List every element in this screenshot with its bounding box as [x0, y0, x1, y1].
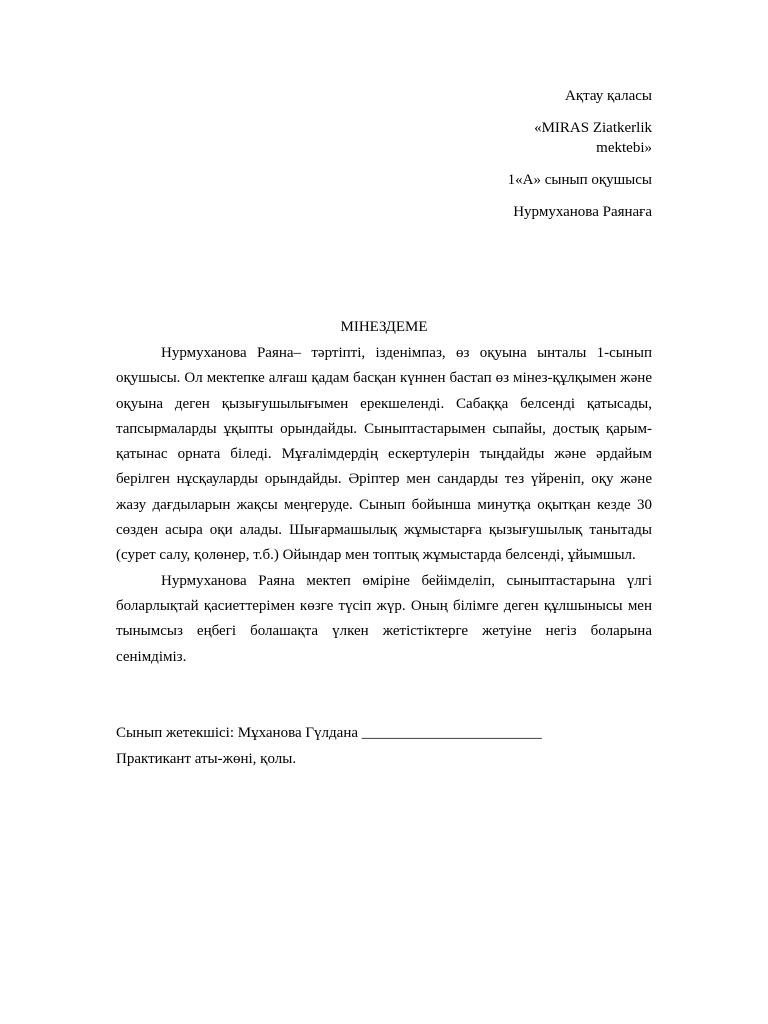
recipient-city: Ақтау қаласы — [565, 88, 652, 104]
body-paragraph: Нурмуханова Раяна мектеп өміріне бейімделіп, сыныптастарына үлгі боларлықтай қасиеттерімен көзге түсіп жүр. Оның білімге деген құлшынысы мен тынымсыз еңбегі болашақта үлкен жетістіктерге жетуіне негіз боларына сенімдіміз. — [116, 572, 652, 665]
recipient-block — [452, 86, 652, 222]
practitioner-signature-line: Практикант аты-жөні, қолы. — [116, 751, 297, 767]
recipient-school-line2: mektebi» — [596, 140, 652, 156]
document-title: МІНЕЗДЕМЕ — [340, 319, 428, 335]
recipient-school-line1: «MIRAS Ziatkerlik — [534, 120, 652, 136]
recipient-name: Нурмуханова Раянаға — [513, 204, 652, 220]
teacher-signature-line: Сынып жетекшісі: Мұханова Гүлдана ________________________ — [116, 725, 542, 741]
recipient-class: 1«А» сынып оқушысы — [507, 172, 652, 188]
body-paragraph: Нурмуханова Раяна– тәртіпті, ізденімпаз, өз оқуына ынталы 1-сынып оқушысы. Ол мектепке алғаш қадам басқан күннен бастап өз мінез-құлқымен және оқуына деген қызығушылығымен ерекшеленді. Сабаққа белсенді қатысады, тапсырмаларды ұқыпты орындайды. Сыныптастарымен сыпайы, достық қарым-қатынас орната біледі. Мұғалімдердің ескертулерін тыңдайды және әрдайым берілген нұсқауларды орындайды. Әріптер мен сандарды тез үйреніп, оқу және жазу дағдыларын жақсы меңгеруде. Сынып бойынша минутқа оқытқан кезде 30 сөзден асыра оқи алады. Шығармашылық жұмыстарға қызығушылық танытады (сурет салу, қолөнер, т.б.) Ойындар мен топтық жұмыстарда белсенді, ұйымшыл. — [116, 345, 652, 564]
document-body — [116, 341, 652, 670]
signature-block — [116, 720, 652, 772]
